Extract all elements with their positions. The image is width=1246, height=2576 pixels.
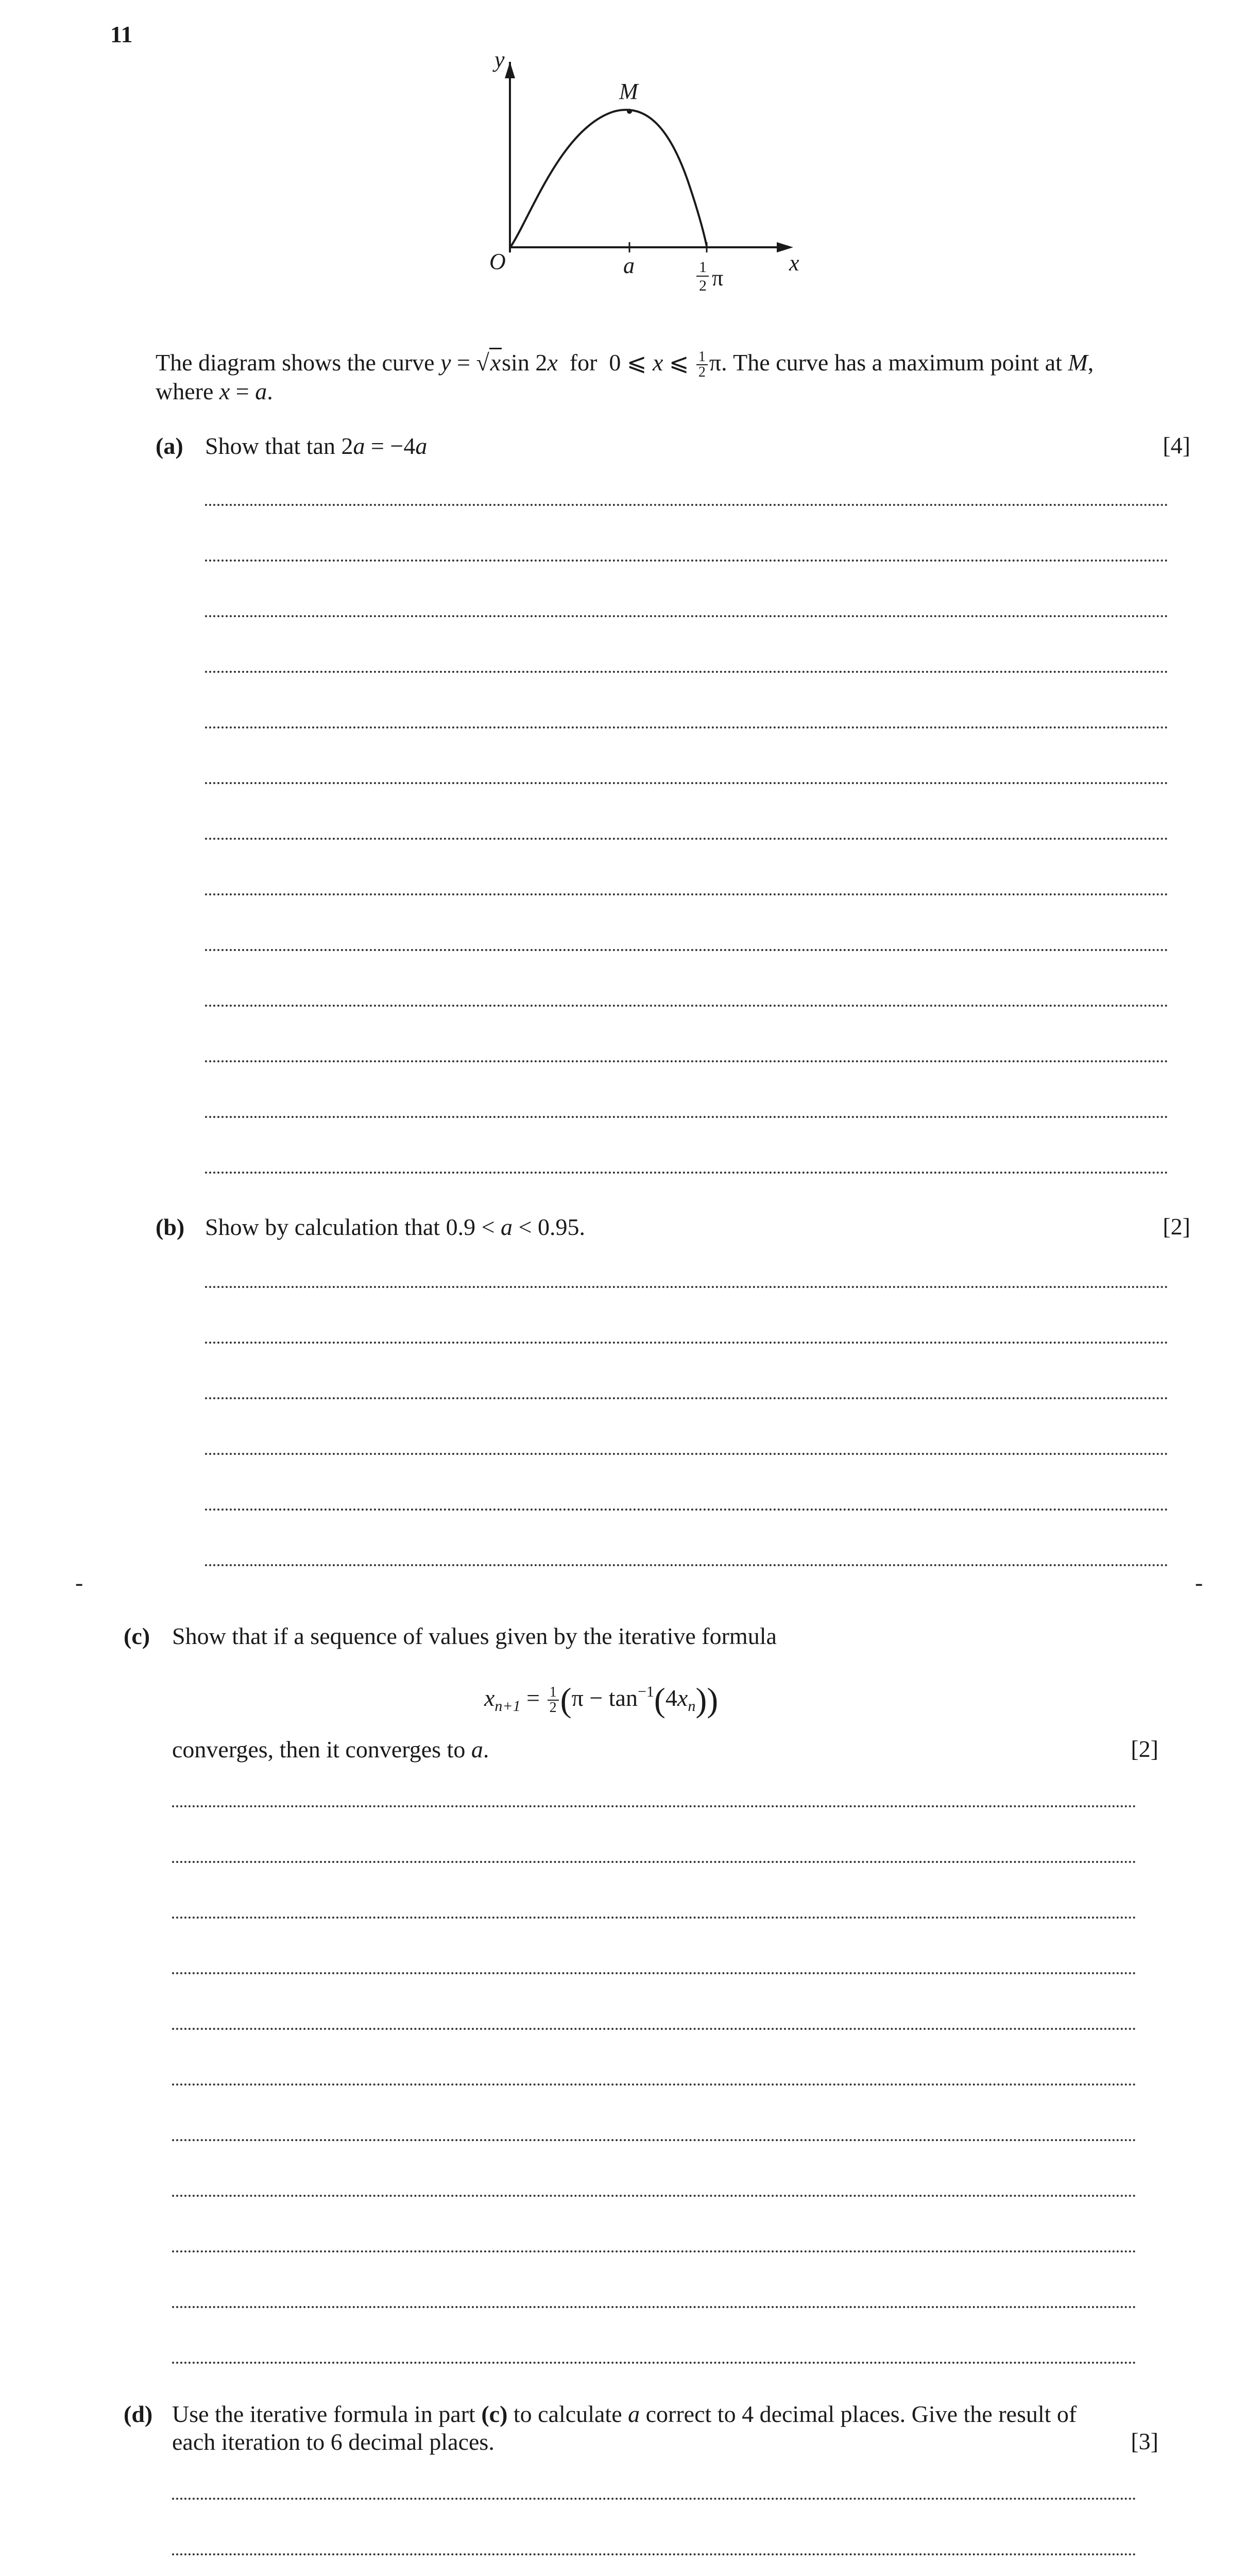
- answer-line[interactable]: [205, 838, 1168, 840]
- formula-inner-open-paren: (: [654, 1681, 665, 1719]
- formula-rhs-sub: n: [688, 1698, 696, 1715]
- x-axis-label: x: [789, 250, 799, 276]
- answer-line[interactable]: [205, 1342, 1168, 1344]
- intro-for: for 0 ⩽: [557, 349, 653, 376]
- half-pi-denominator: 2: [699, 277, 707, 294]
- part-a-mid: = −4: [365, 433, 416, 459]
- answer-line[interactable]: [172, 2028, 1136, 2030]
- intro-where-a: a: [255, 378, 267, 404]
- sqrt-x: √x: [476, 348, 502, 377]
- intro-x1: x: [547, 349, 558, 376]
- curve-y-sqrtx-sin2x: [511, 110, 707, 246]
- intro-where-dot: .: [267, 378, 273, 404]
- answer-line[interactable]: [205, 615, 1168, 617]
- intro-sin: sin 2: [502, 349, 548, 376]
- intro-line-2: [156, 377, 273, 406]
- answer-line[interactable]: [172, 1861, 1136, 1863]
- answer-line[interactable]: [172, 2083, 1136, 2086]
- intro-where-eq: =: [230, 378, 255, 404]
- part-a-a1: a: [353, 433, 365, 459]
- answer-line[interactable]: [172, 2139, 1136, 2141]
- part-d-calc: to calculate: [507, 2401, 628, 2427]
- formula-lhs-x: x: [484, 1685, 495, 1711]
- answer-line[interactable]: [205, 949, 1168, 951]
- y-axis-label: y: [494, 47, 505, 72]
- formula-eq: =: [520, 1685, 546, 1711]
- part-d-a: a: [628, 2401, 640, 2427]
- part-a-intro: Show that tan 2: [205, 433, 353, 459]
- intro-comma: ,: [1087, 349, 1094, 376]
- intro-half-den: 2: [698, 364, 706, 381]
- answer-line[interactable]: [172, 1805, 1136, 1807]
- answer-line[interactable]: [172, 2498, 1136, 2500]
- answer-line[interactable]: [205, 1060, 1168, 1062]
- origin-label: O: [489, 249, 506, 274]
- intro-pi-text: π. The curve has a maximum point at: [709, 349, 1068, 376]
- part-b-label: (b): [156, 1214, 185, 1240]
- answer-line[interactable]: [205, 560, 1168, 562]
- answer-line[interactable]: [205, 1564, 1168, 1566]
- answer-line[interactable]: [205, 1453, 1168, 1455]
- curve-diagram: [474, 41, 834, 309]
- part-a-label: (a): [156, 433, 183, 459]
- part-d-text-2: each iteration to 6 decimal places.: [172, 2429, 494, 2455]
- formula-half-den: 2: [549, 1700, 557, 1716]
- part-d-c-ref: (c): [481, 2401, 508, 2427]
- part-d-rest: correct to 4 decimal places. Give the result of: [640, 2401, 1077, 2427]
- intro-half-num: 1: [696, 350, 708, 365]
- answer-line[interactable]: [172, 2362, 1136, 2364]
- answer-line[interactable]: [172, 2553, 1136, 2555]
- intro-where: where: [156, 378, 219, 404]
- question-number: 11: [110, 21, 133, 47]
- formula-lhs-sub: n+1: [494, 1698, 521, 1715]
- part-c-dot: .: [483, 1736, 489, 1762]
- part-c-text: Show that if a sequence of values given by the iterative formula: [172, 1623, 777, 1649]
- answer-line[interactable]: [172, 2306, 1136, 2308]
- part-c-converges: converges, then it converges to: [172, 1736, 471, 1762]
- formula-sup: −1: [637, 1683, 654, 1700]
- intro-half: [696, 350, 708, 380]
- intro-text: The diagram shows the curve: [156, 349, 441, 376]
- part-b-end: < 0.95.: [513, 1214, 585, 1240]
- formula-half: [548, 1685, 559, 1715]
- answer-line[interactable]: [205, 893, 1168, 895]
- answer-line[interactable]: [205, 726, 1168, 728]
- intro-where-x: x: [219, 378, 230, 404]
- max-point-M: [627, 109, 632, 114]
- intro-x2: x: [652, 349, 663, 376]
- formula-four: 4: [665, 1685, 677, 1711]
- answer-line[interactable]: [205, 671, 1168, 673]
- answer-line[interactable]: [205, 782, 1168, 784]
- intro-eq: =: [451, 349, 476, 376]
- part-b-text: [205, 1213, 585, 1242]
- intro-le: ⩽: [663, 349, 695, 376]
- part-b-a: a: [501, 1214, 513, 1240]
- answer-line[interactable]: [172, 1972, 1136, 1974]
- formula-pi-minus-tan: π − tan: [571, 1685, 638, 1711]
- part-d-intro: Use the iterative formula in part: [172, 2401, 482, 2427]
- part-a-marks: [4]: [1163, 432, 1190, 459]
- formula-inner-close-paren: ): [695, 1681, 707, 1719]
- answer-line[interactable]: [205, 1005, 1168, 1007]
- answer-line[interactable]: [205, 1116, 1168, 1118]
- y-axis-arrow: [505, 62, 515, 78]
- half-pi-numerator: 1: [699, 259, 707, 276]
- part-d-text-1: [172, 2400, 1077, 2429]
- part-a-a2: a: [415, 433, 428, 459]
- intro-y: y: [440, 349, 451, 376]
- answer-line[interactable]: [205, 1172, 1168, 1174]
- iterative-formula: [484, 1671, 719, 1719]
- part-c-a: a: [471, 1736, 483, 1762]
- intro-line-1: [156, 348, 1191, 380]
- formula-rhs-x: x: [677, 1685, 688, 1711]
- a-label: a: [623, 253, 635, 278]
- formula-close-paren: ): [707, 1681, 719, 1719]
- answer-line[interactable]: [205, 1509, 1168, 1511]
- part-c-marks: [2]: [1131, 1736, 1158, 1762]
- answer-line[interactable]: [172, 1917, 1136, 1919]
- part-b-marks: [2]: [1163, 1213, 1190, 1240]
- answer-line[interactable]: [205, 504, 1168, 506]
- sqrt-x-radicand: x: [489, 348, 502, 376]
- part-c-text-2: [172, 1735, 489, 1764]
- part-d-label: (d): [124, 2401, 153, 2427]
- answer-line[interactable]: [205, 1397, 1168, 1399]
- part-d-marks: [3]: [1131, 2428, 1158, 2454]
- answer-line[interactable]: [205, 1286, 1168, 1288]
- page-break-mark-left: -: [75, 1569, 83, 1596]
- answer-line[interactable]: [172, 2250, 1136, 2252]
- formula-open-paren: (: [560, 1681, 572, 1719]
- max-label: M: [619, 79, 638, 104]
- half-pi-symbol: π: [712, 265, 724, 291]
- intro-M: M: [1068, 349, 1088, 376]
- part-a-text: [205, 432, 427, 461]
- page-break-mark-right: -: [1195, 1569, 1203, 1596]
- part-c-label: (c): [124, 1623, 150, 1649]
- answer-line[interactable]: [172, 2195, 1136, 2197]
- formula-half-num: 1: [548, 1685, 559, 1701]
- part-b-intro: Show by calculation that 0.9 <: [205, 1214, 501, 1240]
